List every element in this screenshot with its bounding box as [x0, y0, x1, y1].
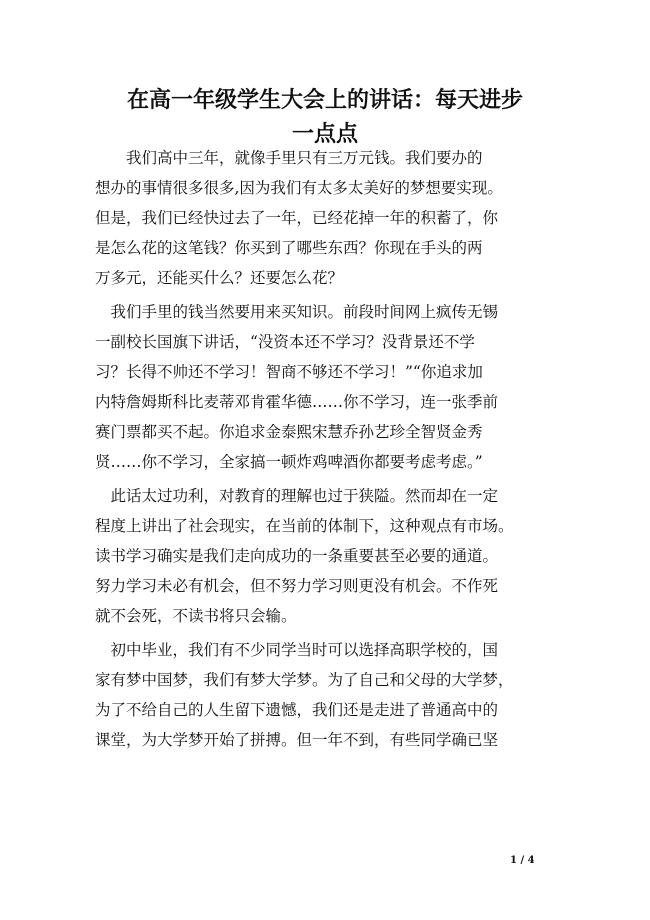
text-line: 努力学习未必有机会，但不努力学习则更没有机会。不作死 [95, 577, 499, 595]
text-line: 赛门票都买不起。你追求金泰熙宋慧乔孙艺珍全智贤金秀 [95, 423, 483, 441]
text-line: 课堂，为大学梦开始了拼搏。但一年不到，有些同学确已坚 [95, 731, 499, 749]
text-line: 初中毕业，我们有不少同学当时可以选择高职学校的，国 [95, 641, 499, 659]
text-line: 内特詹姆斯科比麦蒂邓肯霍华德……你不学习，连一张季前 [95, 393, 499, 411]
text-line: 我们手里的钱当然要用来买知识。前段时间网上疯传无锡 [95, 303, 499, 321]
text-line: 家有梦中国梦，我们有梦大学梦。为了自己和父母的大学梦， [95, 671, 514, 689]
text-line: 读书学习确实是我们走向成功的一条重要甚至必要的通道。 [95, 547, 499, 565]
text-line: 是怎么花的这笔钱？你买到了哪些东西？你现在手头的两 [95, 239, 483, 257]
page-title-line-2: 一点点 [291, 121, 358, 147]
paragraph [95, 481, 555, 631]
text-line: 万多元，还能买什么？还要怎么花？ [95, 269, 344, 287]
text-line: 一副校长国旗下讲话，“没资本还不学习？没背景还不学 [95, 333, 475, 351]
page-number: 1 / 4 [510, 855, 535, 866]
paragraph [95, 297, 555, 477]
paragraph [95, 635, 555, 755]
text-line: 此话太过功利，对教育的理解也过于狭隘。然而却在一定 [95, 487, 499, 505]
text-line: 想办的事情很多很多,因为我们有太多太美好的梦想要实现。 [95, 179, 503, 197]
paragraph [95, 143, 555, 293]
text-line: 程度上讲出了社会现实，在当前的体制下，这种观点有市场。 [95, 517, 514, 535]
text-line: 为了不给自己的人生留下遗憾，我们还是走进了普通高中的 [95, 701, 499, 719]
text-line: 贤……你不学习，全家搞一顿炸鸡啤酒你都要考虑考虑。” [95, 453, 483, 471]
document-body [95, 143, 555, 755]
text-line: 我们高中三年，就像手里只有三万元钱。我们要办的 [95, 149, 483, 167]
page-title-line-1: 在高一年级学生大会上的讲话：每天进步 [126, 87, 523, 113]
text-line: 习？长得不帅还不学习！智商不够还不学习！”“你追求加 [95, 363, 483, 381]
text-line: 但是，我们已经快过去了一年，已经花掉一年的积蓄了，你 [95, 209, 499, 227]
text-line: 就不会死，不读书将只会输。 [95, 607, 297, 625]
